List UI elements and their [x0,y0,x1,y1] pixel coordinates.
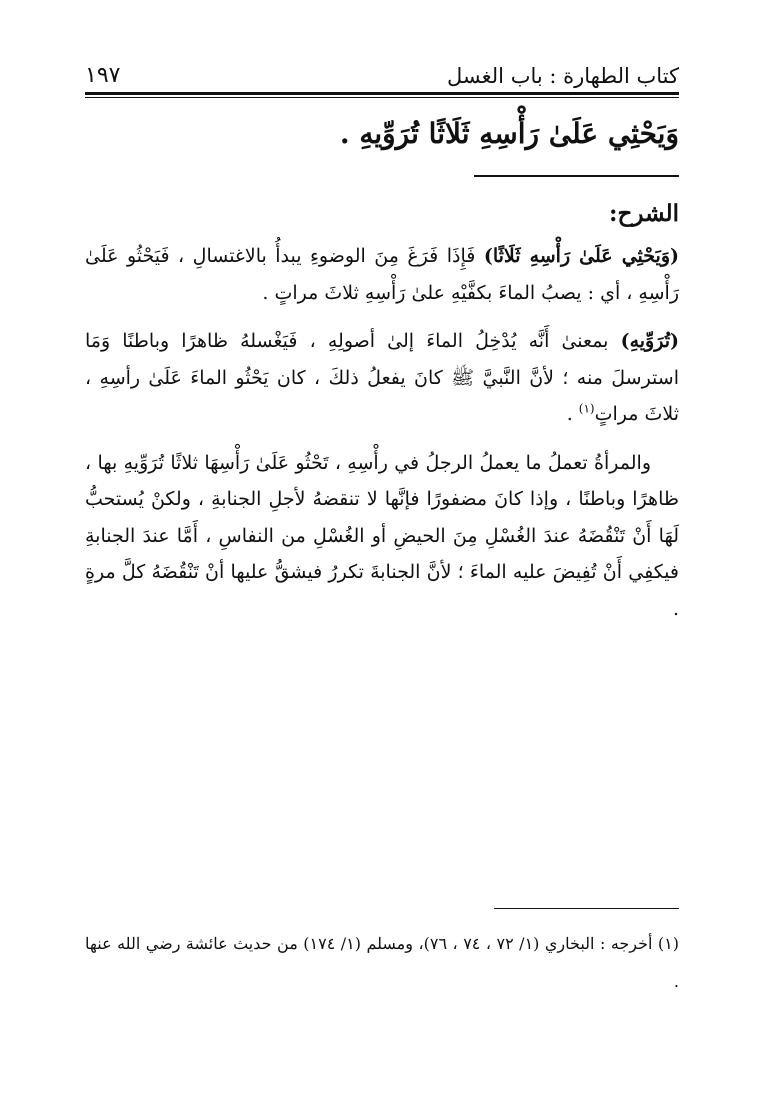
matn-divider [474,175,679,177]
page-header [85,52,679,88]
sharh-heading: الشرح: [609,200,679,227]
sharh-body [85,238,679,639]
footnote-divider [494,908,679,909]
paragraph-text: بمعنىٰ أَنَّه يُدْخِلُ الماءَ إلىٰ أصولِهِ ، فَيَغْسلهُ ظاهرًا وباطنًا وَمَا استرسلَ منه ؛ لأنَّ النَّبيَّ ﷺ كانَ يفعلُ ذلكَ ، كان يَحْثُو الماءَ عَلَىٰ رأسِهِ ، ثلاثَ مراتٍ [85,330,679,425]
paragraph-2 [85,323,679,433]
matn-text: وَيَحْثِي عَلَىٰ رَأْسِهِ ثَلَاثًا تُرَوِّيهِ . [339,117,679,150]
page [85,0,679,1094]
paragraph-3 [85,445,679,628]
paragraph-end: . [566,403,579,425]
paragraph-1 [85,238,679,311]
quoted-matn: (وَيَحْثِي عَلَىٰ رَأْسِهِ ثَلَاثًا) [483,245,679,267]
header-rule-thick [85,92,679,95]
footnote-marker[interactable]: (١) [578,401,595,416]
chapter-title: كتاب الطهارة : باب الغسل [447,64,679,88]
paragraph-text: والمرأةُ تعملُ ما يعملُ الرجلُ في رأْسِهِ ، تَحْثُو عَلَىٰ رَأْسِهَا ثلاثًا تُرَوِّيهِ بها ، ظاهرًا وباطنًا ، وإذا كانَ مضفورًا فإنَّها لا تنقضهُ لأجلِ الجنابةِ ، ولكنْ يُستحبُّ لَهَا أَنْ تَنْقُضَهُ عندَ الغُسْلِ مِنَ الحيضِ أو الغُسْلِ من النفاسِ ، أَمَّا عندَ الجنابةِ فيكفِي أَنْ تُفِيضَ عليه الماءَ ؛ لأنَّ الجنابةَ تكررُ فيشقُّ عليها أنْ تَنْقُضَهُ كلَّ مرةٍ . [85,451,679,620]
page-number: ١٩٧ [85,63,121,88]
paragraph-text: فَإِذَا فَرَغَ مِنَ الوضوءِ يبدأُ بالاغتسالِ ، فَيَحْثُو عَلَىٰ رَأْسِهِ ، أي : يصبُ الماءَ بكفَّيْهِ علىٰ رَأْسِهِ ثلاثَ مراتٍ . [85,245,679,304]
header-rule-thin [85,97,679,98]
quoted-matn: (تُرَوِّيهِ) [620,330,679,352]
footnote: (١) أخرجه : البخاري (١/ ٧٢ ، ٧٤ ، ٧٦)، ومسلم (١/ ١٧٤) من حديث عائشة رضي الله عنها . [85,934,680,991]
